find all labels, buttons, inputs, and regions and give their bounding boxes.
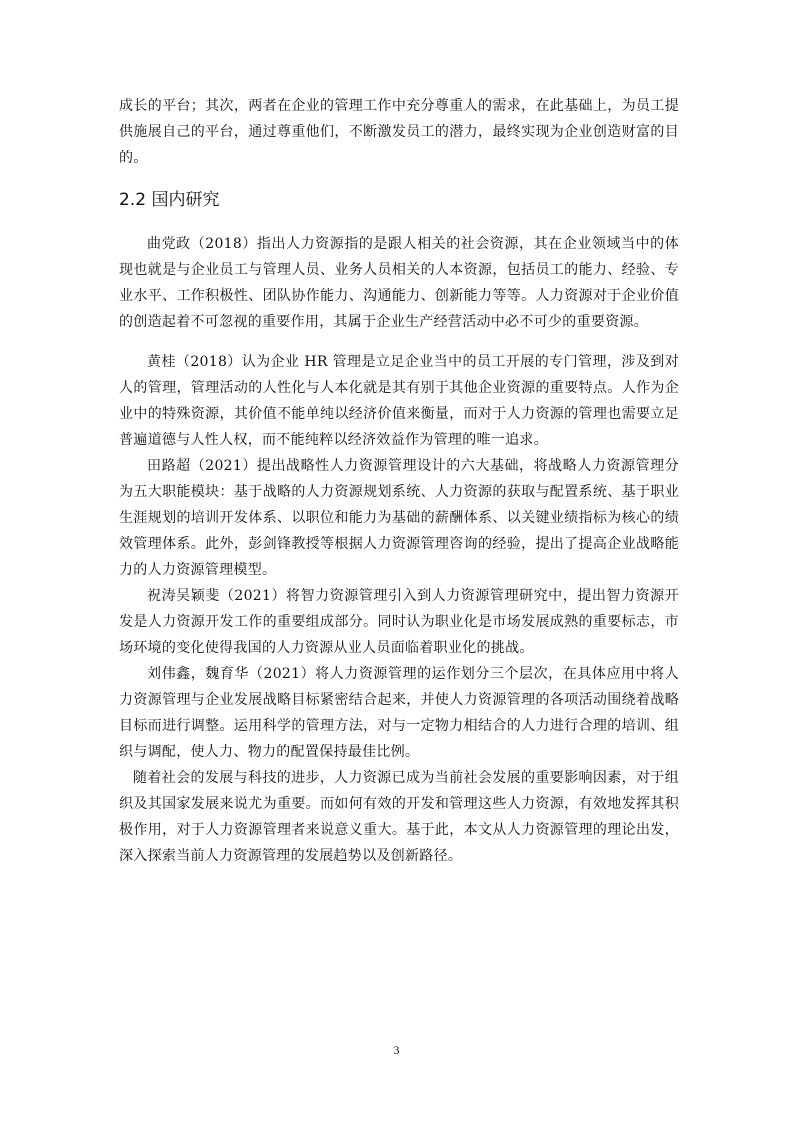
page-body bbox=[119, 93, 679, 869]
paragraph-liu-weixin: 刘伟鑫，魏育华（2021）将人力资源管理的运作划分三个层次，在具体应用中将人力资源管理与企业发展战略目标紧密结合起来，并使人力资源管理的各项活动围绕着战略目标而进行调整。运用科学的管理方法，对与一定物力相结合的人力进行合理的培训、组织与调配，使人力、物力的配置保持最佳比例。 bbox=[119, 666, 679, 760]
page-number: 3 bbox=[393, 1043, 400, 1057]
paragraph-continuation: 成长的平台；其次，两者在企业的管理工作中充分尊重人的需求，在此基础上，为员工提供施展自己的平台，通过尊重他们，不断激发员工的潜力，最终实现为企业创造财富的目的。 bbox=[119, 98, 679, 166]
paragraph-qu-dangzheng: 曲党政（2018）指出人力资源指的是跟人相关的社会资源，其在企业领域当中的体现也就是与企业员工与管理人员、业务人员相关的人本资源，包括员工的能力、经验、专业水平、工作积极性、团队协作能力、沟通能力、创新能力等等。人力资源对于企业价值的创造起着不可忽视的重要作用，其属于企业生产经营活动中必不可少的重要资源。 bbox=[119, 236, 679, 330]
paragraph-zhu-tao: 祝涛吴颖斐（2021）将智力资源管理引入到人力资源管理研究中，提出智力资源开发是人力资源开发工作的重要组成部分。同时认为职业化是市场发展成熟的重要标志，市场环境的变化使得我国的人力资源从业人员面临着职业化的挑战。 bbox=[119, 588, 679, 656]
paragraph-tian-luchao: 田路超（2021）提出战略性人力资源管理设计的六大基础，将战略人力资源管理分为五大职能模块：基于战略的人力资源规划系统、人力资源的获取与配置系统、基于职业生涯规划的培训开发体系、以职位和能力为基础的薪酬体系、以关键业绩指标为核心的绩效管理体系。此外，彭剑锋教授等根据人力资源管理咨询的经验，提出了提高企业战略能力的人力资源管理模型。 bbox=[119, 458, 679, 578]
section-heading: 2.2 国内研究 bbox=[119, 190, 220, 210]
paragraph-conclusion: 随着社会的发展与科技的进步，人力资源已成为当前社会发展的重要影响因素，对于组织及其国家发展来说尤为重要。而如何有效的开发和管理这些人力资源，有效地发挥其积极作用，对于人力资源管理者来说意义重大。基于此，本文从人力资源管理的理论出发，深入探索当前人力资源管理的发展趋势以及创新路径。 bbox=[119, 770, 679, 864]
paragraph-huang-gui: 黄桂（2018）认为企业 HR 管理是立足企业当中的员工开展的专门管理，涉及到对人的管理，管理活动的人性化与人本化就是其有别于其他企业资源的重要特点。人作为企业中的特殊资源，其价值不能单纯以经济价值来衡量，而对于人力资源的管理也需要立足普遍道德与人性人权，而不能纯粹以经济效益作为管理的唯一追求。 bbox=[119, 354, 679, 448]
